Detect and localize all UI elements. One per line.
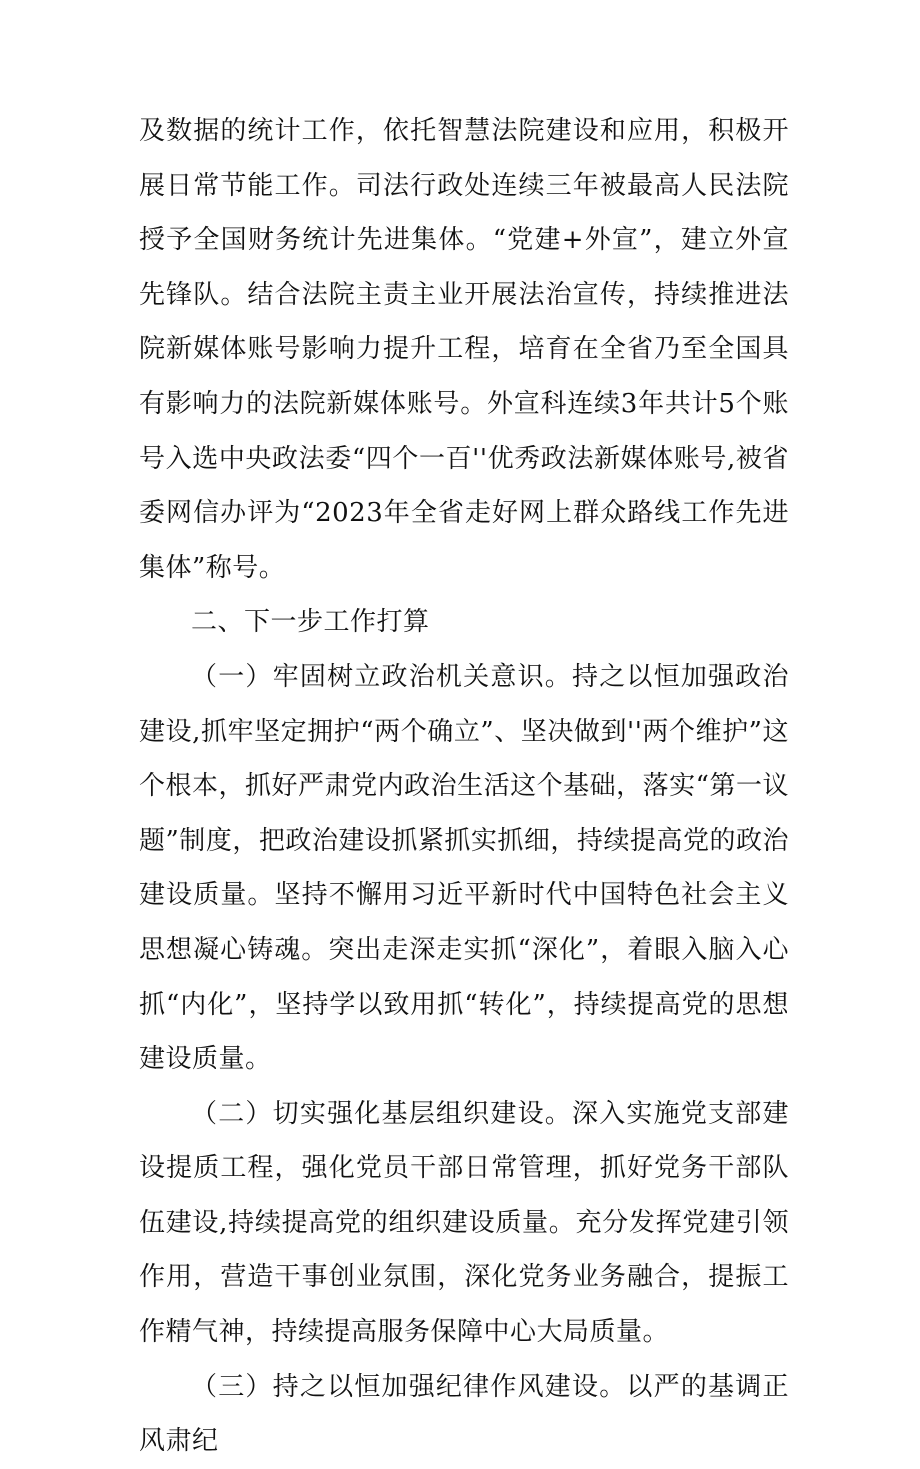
paragraph-5: （三）持之以恒加强纪律作风建设。以严的基调正风肃纪 — [139, 1371, 789, 1457]
document-body — [139, 104, 789, 1469]
paragraph-4: （二）切实强化基层组织建设。深入实施党支部建设提质工程，强化党员干部日常管理，抓好党务干部队伍建设,持续提高党的组织建设质量。充分发挥党建引领作用，营造干事创业氛围，深化党务业务融合，提振工作精气神，持续提高服务保障中心大局质量。 — [139, 1098, 789, 1348]
paragraph-3: （一）牢固树立政治机关意识。持之以恒加强政治建设,抓牢坚定拥护“两个确立”、坚决做到''两个维护”这个根本，抓好严肃党内政治生活这个基础，落实“第一议题”制度，把政治建设抓紧抓实抓细，持续提高党的政治建设质量。坚持不懈用习近平新时代中国特色社会主义思想凝心铸魂。突出走深走实抓“深化”，着眼入脑入心抓“内化”，坚持学以致用抓“转化”，持续提高党的思想建设质量。 — [139, 661, 789, 1075]
section-heading-2: 二、下一步工作打算 — [191, 607, 430, 638]
paragraph-1: 及数据的统计工作，依托智慧法院建设和应用，积极开展日常节能工作。司法行政处连续三年被最高人民法院授予全国财务统计先进集体。“党建+外宣”，建立外宣先锋队。结合法院主责主业开展法治宣传，持续推进法院新媒体账号影响力提升工程，培育在全省乃至全国具有影响力的法院新媒体账号。外宣科连续3年共计5个账号入选中央政法委“四个一百''优秀政法新媒体账号,被省委网信办评为“2023年全省走好网上群众路线工作先进集体”称号。 — [139, 116, 789, 583]
